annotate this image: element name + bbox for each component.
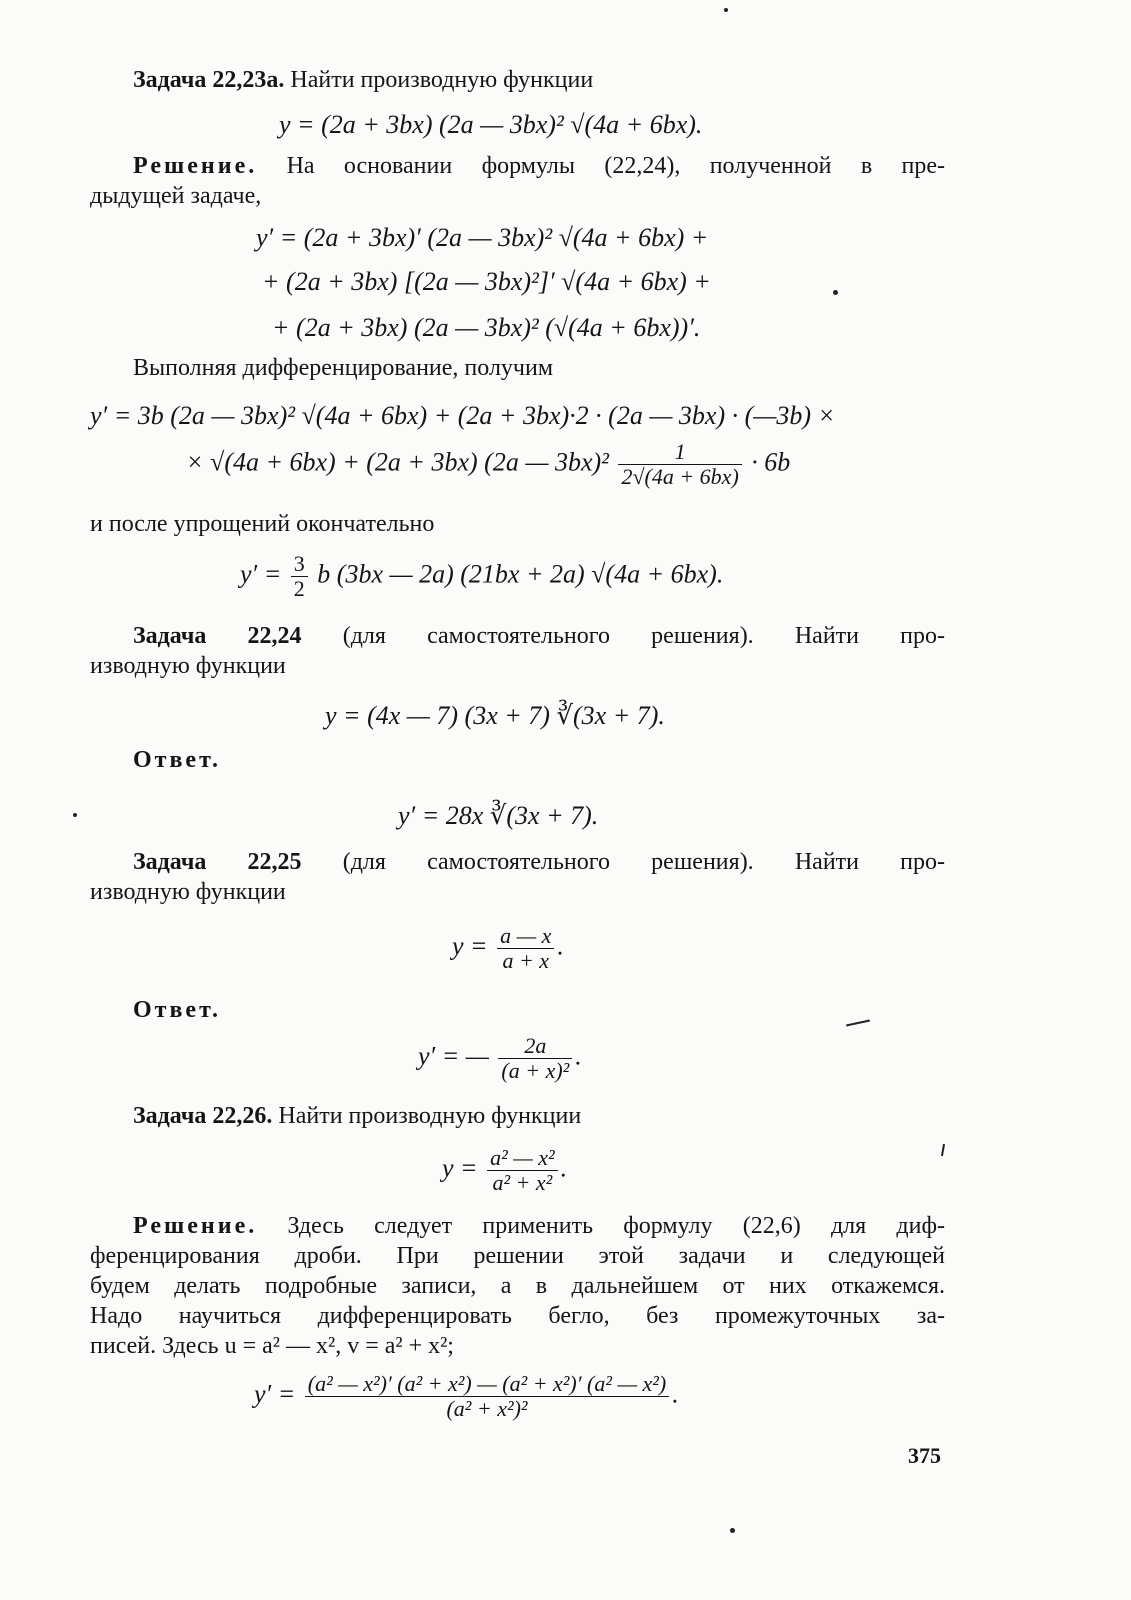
fraction — [305, 1372, 669, 1421]
equation-lhs: y′ = — [254, 1379, 296, 1409]
derivative-line: y′ = 3b (2a — 3bx)² √(4a + 6bx) + (2a + 3bx)·2 · (2a — 3bx) · (—3b) × — [90, 401, 836, 430]
problem-text: изводную функции — [90, 653, 286, 679]
body-text: Выполняя дифференцирование, получим — [133, 355, 554, 381]
fraction-numerator: a² — x² — [490, 1145, 555, 1170]
solution-text: На основании формулы (22,24), полученной в пре- — [286, 153, 945, 179]
problem-label: Задача 22,25 — [133, 849, 302, 875]
equation-lhs: y = — [452, 931, 488, 961]
problem-label: Задача 22,24 — [133, 623, 302, 649]
scan-speck — [73, 813, 77, 817]
problem-label: Задача 22,23а. — [133, 67, 285, 93]
fraction-numerator: a — x — [500, 923, 552, 948]
solution-label: Решение. — [133, 1213, 258, 1239]
derivative-line: + (2a + 3bx) [(2a — 3bx)²]′ √(4a + 6bx) + — [262, 267, 711, 296]
fraction — [487, 1146, 558, 1195]
answer-label: Ответ. — [133, 747, 222, 773]
problem-heading — [133, 620, 945, 652]
fraction-denominator: (a + x)² — [498, 1058, 572, 1083]
solution-line — [133, 150, 945, 182]
fraction-numerator: (a² — x²)′ (a² + x²) — (a² + x²)′ (a² — x²) — [307, 1371, 667, 1396]
fraction-numerator: 2a — [524, 1033, 547, 1058]
function-equation: y = $\frac{a — x}{a + x}$ . — [452, 923, 564, 974]
fraction — [497, 924, 554, 973]
solution-line: ференцирования дроби. При решении этой задачи и следующей — [90, 1243, 945, 1269]
fraction — [618, 440, 741, 489]
derivative-equation: y′ = $\frac{\text{(a² — x²)′ (a² + x²) — (a² + x²)′ (a² — x²)}}{\text{(a² + x²)²}}$ . — [254, 1371, 679, 1422]
answer-equation: y′ = 28x ∛(3x + 7). — [398, 801, 599, 830]
solution-line: писей. Здесь u = a² — x², v = a² + x²; — [90, 1333, 454, 1359]
fraction-numerator: 3 — [293, 551, 305, 576]
solution-label: Решение. — [133, 153, 258, 179]
equation-lhs: y′ = — [240, 559, 282, 589]
problem-text: изводную функции — [90, 879, 286, 905]
function-equation: y = (2a + 3bx) (2a — 3bx)² √(4a + 6bx). — [279, 110, 703, 139]
expression-part: · 6b — [751, 447, 791, 477]
problem-text: Найти производную функции — [290, 67, 594, 93]
expression-part: × √(4a + 6bx) + (2a + 3bx) (2a — 3bx)² — [186, 447, 609, 477]
equation-lhs: y = — [442, 1153, 478, 1183]
fraction-denominator: (a² + x²)² — [305, 1396, 669, 1421]
problem-text: (для самостоятельного решения). Найти про- — [342, 849, 945, 875]
solution-line: дыдущей задаче, — [90, 183, 262, 209]
problem-label: Задача 22,26. — [133, 1103, 273, 1129]
solution-line — [133, 1210, 945, 1242]
answer-label: Ответ. — [133, 997, 222, 1023]
problem-heading — [133, 64, 593, 96]
scan-speck — [724, 8, 728, 12]
body-text: и после упрощений окончательно — [90, 511, 435, 537]
solution-line: Надо научиться дифференцировать бегло, без промежуточных за- — [90, 1303, 945, 1329]
scan-speck — [730, 1528, 735, 1533]
fraction-denominator: a² + x² — [487, 1170, 558, 1195]
fraction-denominator: 2√(4a + 6bx) — [618, 464, 741, 489]
problem-heading — [133, 1100, 581, 1132]
page-number: 375 — [908, 1443, 941, 1468]
solution-text: Здесь следует применить формулу (22,6) для диф- — [287, 1213, 945, 1239]
answer-equation: y′ = — $\frac{2a}{\text{(a + x)²}}$ . — [418, 1033, 582, 1084]
problem-text: (для самостоятельного решения). Найти про- — [342, 623, 945, 649]
scan-speck — [833, 290, 838, 295]
fraction — [498, 1034, 572, 1083]
scan-mark — [846, 1020, 870, 1027]
derivative-line: + (2a + 3bx) (2a — 3bx)² (√(4a + 6bx))′. — [272, 313, 701, 342]
solution-line: будем делать подробные записи, а в дальнейшем от них откажемся. — [90, 1273, 945, 1299]
fraction-numerator: 1 — [674, 439, 686, 464]
scan-mark — [941, 1144, 945, 1156]
fraction-denominator: 2 — [291, 576, 308, 601]
equation-lhs: y′ = — — [418, 1041, 489, 1071]
function-equation: y = $\frac{\text{a² — x²}}{\text{a² + x²}}$ . — [442, 1145, 568, 1196]
problem-text: Найти производную функции — [278, 1103, 582, 1129]
problem-heading — [133, 846, 945, 878]
fraction — [291, 552, 308, 601]
derivative-line — [186, 440, 790, 489]
derivative-line: y′ = (2a + 3bx)′ (2a — 3bx)² √(4a + 6bx) + — [256, 223, 709, 252]
equation-rhs: b (3bx — 2a) (21bx + 2a) √(4a + 6bx). — [317, 559, 724, 589]
result-equation — [240, 552, 723, 601]
function-equation: y = (4x — 7) (3x + 7) ∛(3x + 7). — [325, 701, 665, 730]
fraction-denominator: a + x — [497, 948, 554, 973]
